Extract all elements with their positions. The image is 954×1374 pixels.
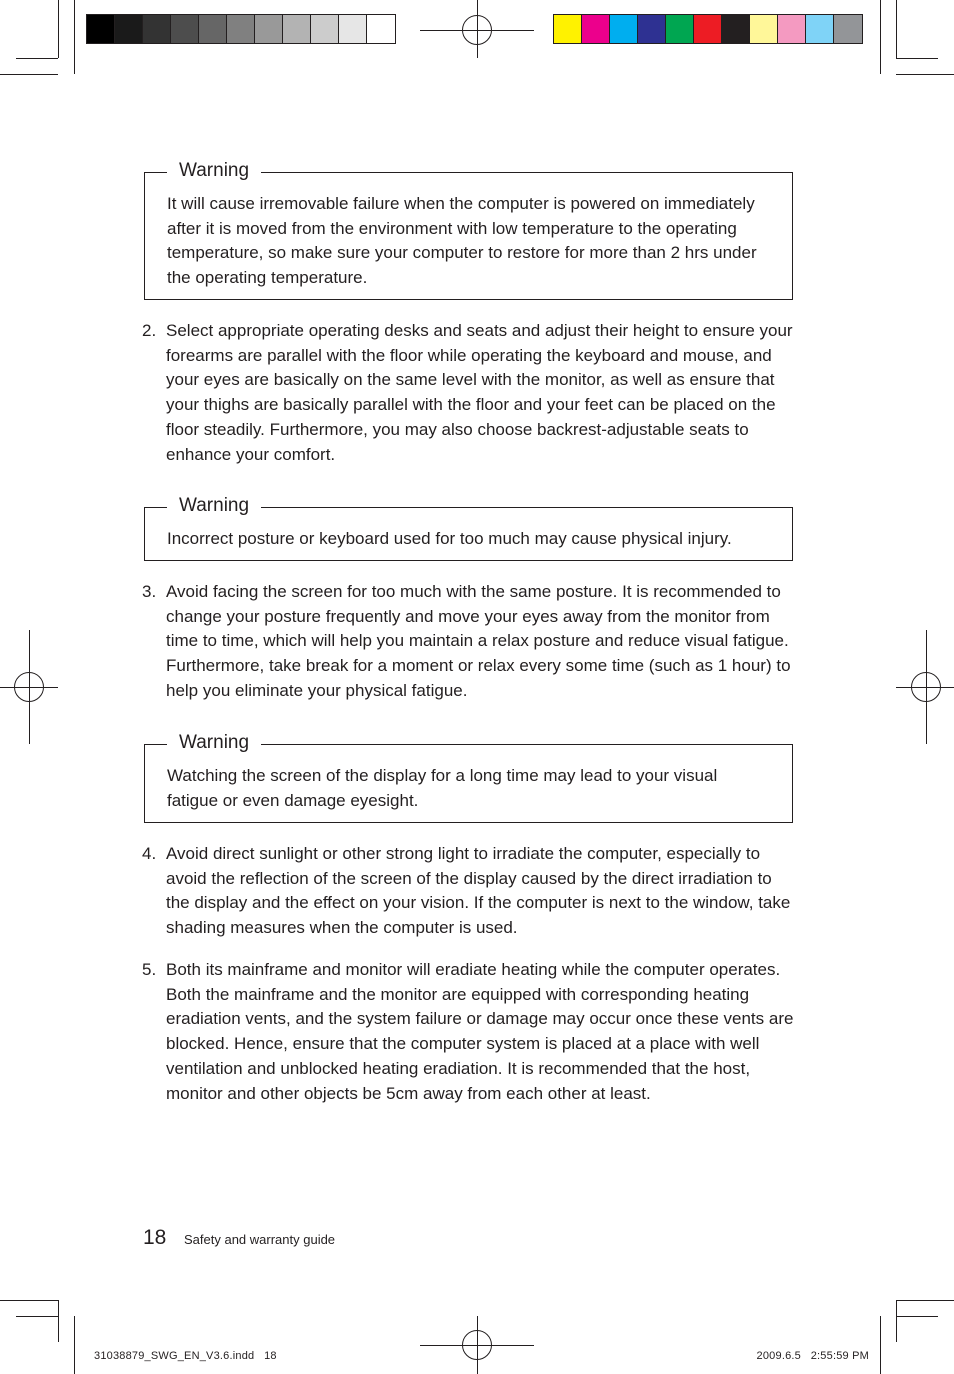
registration-line — [926, 630, 927, 744]
list-item-text: Select appropriate operating desks and seats and adjust their height to ensure your forearms are parallel with the floor while operating the keyboard and mouse, and your eyes are basically on the same level with the monitor, as well as ensure that your thighs are basically parallel with the floor and your feet can be placed on the floor steadily. Furthermore, you may also choose backrest-adjustable seats to enhance your comfort. — [166, 321, 793, 464]
registration-line — [477, 0, 478, 58]
registration-line — [29, 630, 30, 744]
warning-text: Incorrect posture or keyboard used for too much may cause physical injury. — [167, 529, 732, 548]
crop-mark — [896, 58, 938, 59]
gray-swatch — [311, 15, 339, 43]
gray-swatch — [143, 15, 171, 43]
gray-swatch — [171, 15, 199, 43]
list-item — [142, 580, 798, 704]
crop-mark — [74, 0, 75, 74]
crop-mark — [880, 1316, 881, 1374]
list-item-text: Both its mainframe and monitor will eradiate heating while the computer operates. Both the mainframe and the monitor are equipped with corresponding heating eradiation vents, and the system failure or damage may occur once these vents are blocked. Hence, ensure that the computer system is placed at a place with well ventilation and unblocked heating eradiation. It is recommended that the host, monitor and other objects be 5cm away from each other at least. — [166, 960, 794, 1103]
color-swatch — [610, 15, 638, 43]
crop-mark — [880, 0, 881, 74]
color-swatch — [694, 15, 722, 43]
crop-mark — [74, 1316, 75, 1374]
registration-line — [477, 1316, 478, 1374]
crop-mark — [896, 74, 954, 75]
color-swatch-strip — [553, 14, 863, 44]
list-item-number: 4. — [142, 844, 157, 863]
crop-mark — [896, 1300, 897, 1342]
crop-mark — [16, 1316, 58, 1317]
warning-text: It will cause irremovable failure when the computer is powered on immediately after it is moved from the environment with low temperature to the operating temperature, so make sure your computer to restore for more than 2 hrs under the operating temperature. — [167, 194, 757, 287]
gray-swatch — [339, 15, 367, 43]
warning-title: Warning — [167, 731, 261, 755]
gray-swatch-strip — [86, 14, 396, 44]
warning-box — [144, 495, 793, 561]
gray-swatch — [367, 15, 395, 43]
color-swatch — [834, 15, 862, 43]
gray-swatch — [283, 15, 311, 43]
registration-line — [896, 687, 954, 688]
warning-box — [144, 732, 793, 823]
crop-mark — [896, 0, 897, 58]
crop-mark — [896, 1300, 954, 1301]
guide-title: Safety and warranty guide — [184, 1232, 336, 1247]
list-item-number: 2. — [142, 321, 157, 340]
color-swatch — [722, 15, 750, 43]
color-swatch — [554, 15, 582, 43]
list-item-text: Avoid facing the screen for too much with the same posture. It is recommended to change your posture frequently and move your eyes away from the monitor from time to time, which will help you maintain a relax posture and reduce visual fatigue. Furthermore, take break for a moment or relax every some time (such as 1 hour) to help you eliminate your physical fatigue. — [166, 582, 791, 700]
crop-mark — [58, 1300, 59, 1342]
gray-swatch — [227, 15, 255, 43]
list-item-number: 3. — [142, 582, 157, 601]
warning-text: Watching the screen of the display for a long time may lead to your visual fatigue or even damage eyesight. — [167, 766, 718, 810]
slug-timestamp: 2009.6.5 2:55:59 PM — [756, 1350, 869, 1362]
color-swatch — [638, 15, 666, 43]
gray-swatch — [115, 15, 143, 43]
list-item-text: Avoid direct sunlight or other strong light to irradiate the computer, especially to avoid the reflection of the screen of the display caused by the direct irradiation to the display and the effect on your vision. If the computer is next to the window, take shading measures when the computer is used. — [166, 844, 791, 938]
crop-mark — [0, 1300, 58, 1301]
crop-mark — [0, 74, 58, 75]
list-item — [142, 319, 798, 467]
color-swatch — [582, 15, 610, 43]
color-swatch — [666, 15, 694, 43]
color-swatch — [750, 15, 778, 43]
crop-mark — [16, 58, 58, 59]
color-swatch — [778, 15, 806, 43]
gray-swatch — [87, 15, 115, 43]
list-item — [142, 958, 798, 1106]
gray-swatch — [255, 15, 283, 43]
gray-swatch — [199, 15, 227, 43]
crop-mark — [58, 0, 59, 58]
warning-title: Warning — [167, 494, 261, 518]
list-item — [142, 842, 798, 941]
warning-title: Warning — [167, 159, 261, 183]
crop-mark — [896, 1316, 938, 1317]
page-number: 18 — [143, 1226, 167, 1249]
list-item-number: 5. — [142, 960, 157, 979]
slug-filename: 31038879_SWG_EN_V3.6.indd 18 — [94, 1350, 277, 1362]
color-swatch — [806, 15, 834, 43]
warning-box — [144, 160, 793, 300]
